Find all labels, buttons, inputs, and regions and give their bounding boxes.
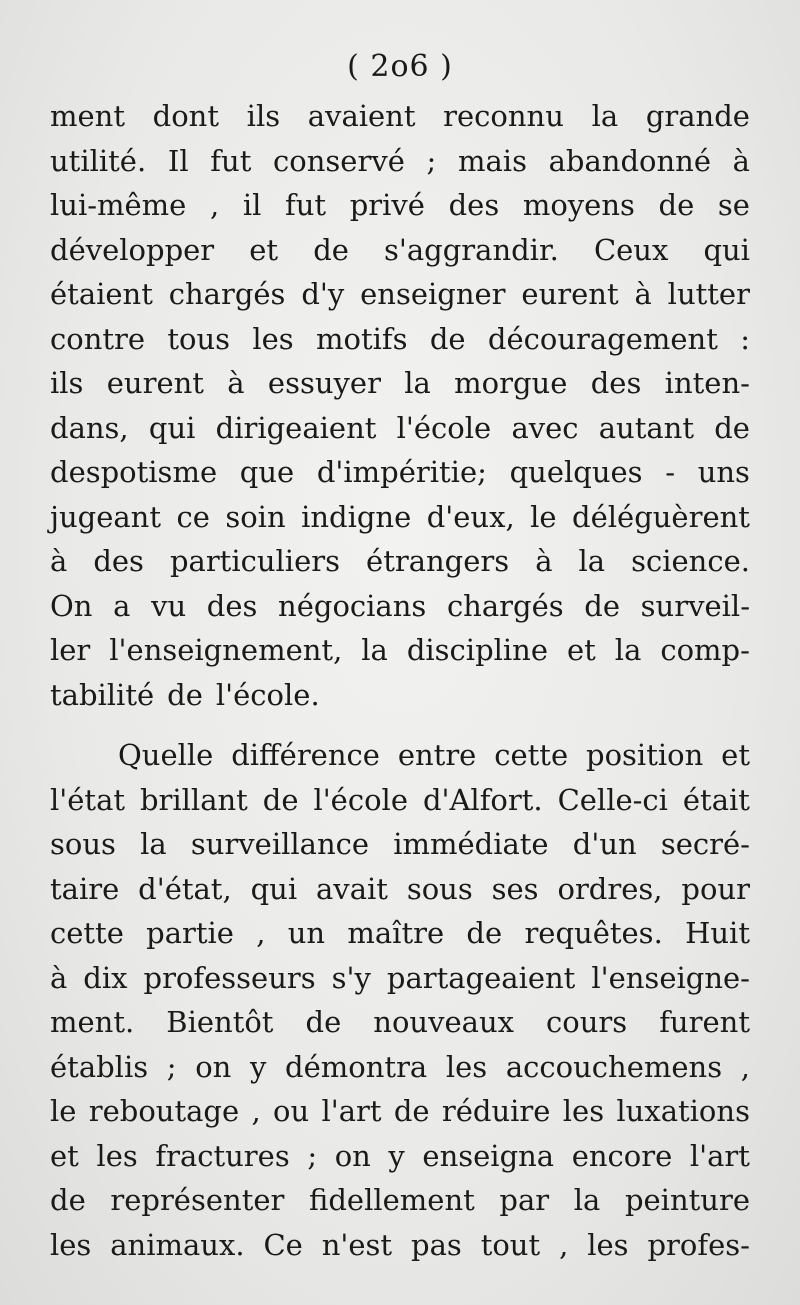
word: était	[682, 782, 750, 817]
word: animaux.	[110, 1227, 245, 1262]
word: Huit	[685, 916, 750, 950]
text-line	[50, 1089, 750, 1134]
word: la	[591, 99, 619, 133]
word: enseigner	[360, 277, 506, 311]
word: la	[140, 827, 167, 861]
word: ils	[50, 366, 84, 400]
word: ils	[246, 99, 281, 133]
word: de	[167, 677, 203, 712]
word: les	[252, 321, 294, 356]
word: pas	[411, 1227, 462, 1262]
word: que	[239, 455, 295, 489]
word: avait	[316, 871, 388, 906]
word: l'enseigne-	[591, 960, 750, 995]
word: de	[466, 916, 503, 950]
word: à	[50, 544, 68, 578]
word: réduire	[441, 1094, 551, 1128]
word: contre	[50, 321, 146, 356]
text-line	[50, 1134, 750, 1179]
word: de	[50, 1183, 86, 1217]
word: tout	[480, 1227, 541, 1262]
word: pour	[681, 871, 750, 906]
word: Bientôt	[166, 1005, 274, 1039]
word: ,	[209, 188, 220, 222]
page-number: ( 2o6 )	[347, 49, 453, 84]
word: représenter	[110, 1183, 285, 1217]
word: morgue	[454, 366, 568, 400]
word: brillant	[139, 782, 248, 817]
word: et	[721, 738, 750, 772]
word: autant	[598, 410, 694, 445]
word: utilité.	[50, 143, 147, 178]
word: de	[305, 1005, 342, 1039]
word: motifs	[316, 321, 408, 356]
word: de	[584, 588, 621, 623]
word: l'art	[321, 1094, 382, 1128]
word: à	[732, 143, 750, 178]
text-line	[50, 956, 750, 1001]
word: la	[573, 1183, 601, 1217]
word: déléguèrent	[572, 499, 750, 534]
word: développer	[50, 232, 215, 267]
word: cette	[50, 916, 124, 950]
word: se	[717, 188, 750, 222]
text-line	[50, 272, 750, 317]
word: grande	[645, 99, 750, 133]
word: vu	[151, 588, 187, 623]
text-line	[50, 1000, 750, 1045]
word: lui-même	[50, 188, 187, 222]
word: jugeant	[50, 499, 162, 534]
word: y	[250, 1049, 267, 1084]
word: la	[614, 633, 642, 667]
text-line	[50, 1223, 750, 1268]
word: y	[388, 1138, 405, 1173]
word: d'impéritie;	[316, 455, 487, 489]
word: démontra	[285, 1049, 428, 1084]
text-line	[50, 228, 750, 273]
word: mais	[458, 143, 527, 178]
word: ou	[273, 1094, 310, 1128]
word: ler	[50, 633, 91, 667]
word: s'y	[331, 960, 371, 995]
text-line	[50, 183, 750, 228]
word: requêtes.	[524, 916, 663, 950]
word: on	[334, 1138, 371, 1173]
word: des	[206, 588, 258, 623]
word: abandonné	[548, 143, 711, 178]
word: eurent	[521, 277, 619, 311]
word: ordres,	[557, 871, 663, 906]
word: de	[714, 410, 750, 445]
word: de	[393, 1094, 430, 1128]
word: la	[361, 633, 388, 667]
word: ses	[491, 871, 539, 906]
text-line	[50, 867, 750, 912]
word: entre	[397, 738, 477, 772]
word: maître	[347, 916, 445, 950]
word: science.	[631, 544, 750, 578]
word: d'un	[572, 827, 637, 861]
word: les	[445, 1049, 488, 1084]
text-line	[50, 584, 750, 629]
paragraph-gap	[50, 717, 750, 733]
word: à	[227, 366, 245, 400]
word: chargés	[446, 588, 564, 623]
word: et	[249, 232, 279, 267]
word: fut	[210, 143, 252, 178]
word: uns	[697, 455, 750, 489]
word: dirigeaient	[215, 410, 377, 445]
word: discipline	[406, 633, 549, 667]
word: les	[50, 1227, 92, 1262]
word: qui	[250, 871, 298, 906]
text-line	[50, 139, 750, 184]
word: établis	[50, 1049, 149, 1084]
word: ;	[307, 1138, 318, 1173]
word: reboutage	[88, 1094, 240, 1128]
word: eurent	[106, 366, 204, 400]
word: particuliers	[169, 544, 340, 578]
text-line	[50, 317, 750, 362]
word: Celle-ci	[557, 782, 668, 817]
word: différence	[231, 738, 380, 772]
word: tabilité	[50, 677, 155, 712]
text-line	[50, 733, 750, 778]
word: les	[562, 1094, 605, 1128]
word: ;	[426, 143, 437, 178]
word: le	[530, 499, 557, 534]
word: ce	[176, 499, 210, 534]
word: d'y	[301, 277, 345, 311]
word: conservé	[273, 143, 405, 178]
word: d'état,	[138, 871, 232, 906]
word: par	[499, 1183, 550, 1217]
word: l'école	[313, 782, 408, 817]
word: dix	[83, 960, 128, 995]
word: il	[242, 188, 262, 222]
word: qui	[148, 410, 196, 445]
word: dans,	[50, 410, 129, 445]
word: partie	[146, 916, 234, 950]
text-line	[50, 94, 750, 139]
word: les	[587, 1227, 629, 1262]
word: nouveaux	[373, 1005, 514, 1039]
word: -	[665, 455, 676, 489]
paragraph	[50, 733, 750, 1267]
word: cours	[546, 1005, 628, 1039]
word: découragement	[487, 321, 718, 356]
word: la	[404, 366, 431, 400]
word: ,	[740, 1049, 750, 1084]
word: fut	[285, 188, 327, 222]
text-line	[50, 539, 750, 584]
word: des	[93, 544, 144, 578]
word: d'Alfort.	[422, 782, 543, 817]
word: les	[96, 1138, 138, 1173]
word: l'état	[50, 782, 126, 817]
word: de	[262, 782, 299, 817]
word: de	[429, 321, 466, 356]
word: avec	[511, 410, 579, 445]
word: lutter	[667, 277, 750, 311]
word: immédiate	[393, 827, 549, 861]
word: et	[50, 1138, 79, 1173]
word: l'école	[396, 410, 492, 445]
word: sous	[50, 827, 116, 861]
word: despotisme	[50, 455, 218, 489]
text-line	[50, 628, 750, 673]
word: soin	[225, 499, 286, 534]
word: quelques	[509, 455, 643, 489]
word: chargés	[168, 277, 286, 311]
word: à	[50, 960, 68, 995]
word: ,	[256, 916, 266, 950]
word: a	[113, 588, 131, 623]
word: fidellement	[309, 1183, 475, 1217]
word: étrangers	[366, 544, 510, 578]
word: cette	[494, 738, 569, 772]
word: ment	[50, 99, 125, 133]
word: de	[313, 232, 349, 267]
word: un	[287, 916, 326, 950]
word: Ce	[263, 1227, 303, 1262]
text-line	[50, 1178, 750, 1223]
word: avaient	[307, 99, 416, 133]
word: peinture	[624, 1183, 750, 1217]
word: à	[535, 544, 553, 578]
paragraph	[50, 94, 750, 717]
word: l'école.	[215, 677, 320, 712]
text-line	[50, 778, 750, 823]
text-line	[50, 361, 750, 406]
word: de	[658, 188, 695, 222]
word: indigne	[301, 499, 412, 534]
word: Quelle	[118, 738, 214, 772]
word: On	[50, 588, 93, 623]
word: n'est	[321, 1227, 393, 1262]
word: surveil-	[640, 588, 750, 623]
word: profes-	[647, 1227, 750, 1262]
word: inten-	[664, 366, 750, 400]
text-line	[50, 822, 750, 867]
word: encore	[571, 1138, 673, 1173]
word: dont	[152, 99, 220, 133]
word: sous	[406, 871, 473, 906]
text-line	[50, 673, 750, 718]
word: :	[740, 321, 750, 356]
word: moyens	[522, 188, 635, 222]
word: luxations	[616, 1094, 750, 1128]
word: position	[586, 738, 704, 772]
word: professeurs	[143, 960, 316, 995]
word: on	[195, 1049, 232, 1084]
word: négocians	[278, 588, 427, 623]
word: ,	[559, 1227, 569, 1262]
text-line	[50, 911, 750, 956]
text-line	[50, 450, 750, 495]
word: étaient	[50, 277, 153, 311]
text-line	[50, 495, 750, 540]
word: ,	[251, 1094, 261, 1128]
body-text	[50, 94, 750, 1267]
word: et	[567, 633, 596, 667]
word: essuyer	[267, 366, 381, 400]
word: des	[448, 188, 500, 222]
word: tous	[167, 321, 231, 356]
word: à	[634, 277, 652, 311]
word: ment.	[50, 1005, 135, 1039]
word: reconnu	[443, 99, 564, 133]
word: furent	[659, 1005, 750, 1039]
word: la	[578, 544, 606, 578]
word: Ceux	[593, 232, 669, 267]
word: surveillance	[190, 827, 370, 861]
word: des	[590, 366, 642, 400]
word: accouchemens	[505, 1049, 723, 1084]
word: fractures	[155, 1138, 290, 1173]
word: ;	[166, 1049, 177, 1084]
word: enseigna	[422, 1138, 555, 1173]
text-line	[50, 406, 750, 451]
word: secré-	[660, 827, 750, 861]
word: Il	[167, 143, 189, 178]
word: s'aggrandir.	[384, 232, 559, 267]
word: l'art	[689, 1138, 750, 1173]
word: comp-	[660, 633, 750, 667]
word: qui	[703, 232, 750, 267]
text-line	[50, 1045, 750, 1090]
word: le	[50, 1094, 77, 1128]
word: d'eux,	[426, 499, 515, 534]
word: l'enseignement,	[109, 633, 343, 667]
word: taire	[50, 871, 120, 906]
word: privé	[349, 188, 425, 222]
word: partageaient	[386, 960, 576, 995]
